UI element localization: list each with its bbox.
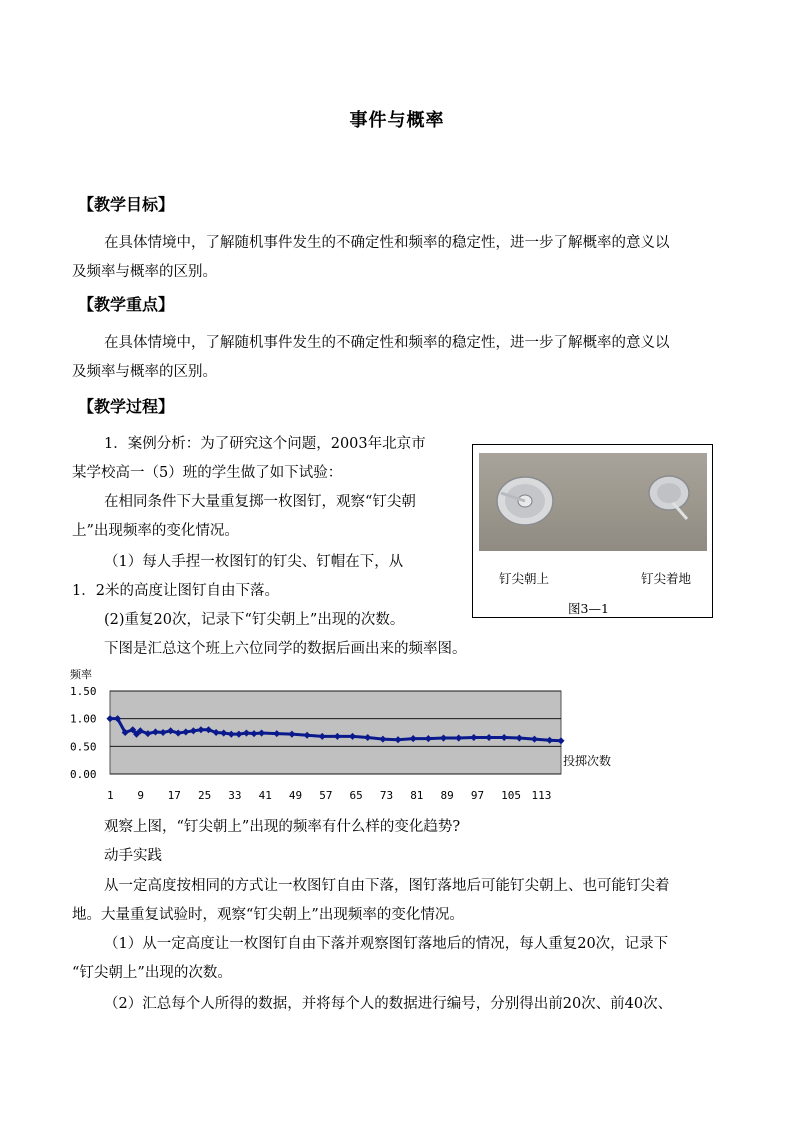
thumbtack-illustration (479, 453, 707, 551)
y-tick-label: 0.00 (70, 768, 97, 781)
x-tick-label: 49 (288, 789, 303, 802)
process-line-13: （1）从一定高度让一枚图钉自由下落并观察图钉落地后的情况，每人重复20次，记录下 (104, 936, 669, 952)
thumbtack-photo (479, 453, 707, 551)
process-line-9: 观察上图，“钉尖朝上”出现的频率有什么样的变化趋势? (104, 819, 461, 835)
process-line-15: （2）汇总每个人所得的数据，并将每个人的数据进行编号，分别得出前20次、前40次、 (104, 996, 673, 1012)
x-tick-label: 113 (531, 789, 552, 802)
process-line-5: （1）每人手捏一枚图钉的钉尖、钉帽在下，从 (104, 554, 404, 570)
x-tick-label: 41 (258, 789, 272, 802)
y-tick-label: 1.00 (70, 712, 97, 726)
process-line-4: 上”出现频率的变化情况。 (72, 523, 239, 539)
x-tick-label: 33 (228, 789, 242, 802)
x-tick-label: 9 (137, 789, 144, 802)
objective-text-line1: 在具体情境中，了解随机事件发生的不确定性和频率的稳定性，进一步了解概率的意义以 (104, 235, 670, 251)
section-heading-keypoint: 【教学重点】 (78, 295, 175, 314)
page-title: 事件与概率 (349, 110, 445, 131)
process-line-2: 某学校高一（5）班的学生做了如下试验： (72, 465, 343, 481)
label-point-up: 钉尖朝上 (499, 571, 550, 586)
x-tick-label: 1 (107, 789, 114, 802)
process-line-8: 下图是汇总这个班上六位同学的数据后画出来的频率图。 (104, 641, 467, 657)
y-tick-label: 1.50 (70, 685, 97, 698)
x-tick-label: 57 (319, 789, 333, 802)
label-point-down: 钉尖着地 (641, 571, 692, 586)
keypoint-text-line1: 在具体情境中，了解随机事件发生的不确定性和频率的稳定性，进一步了解概率的意义以 (104, 335, 670, 351)
process-line-1: 1．案例分析：为了研究这个问题，2003年北京市 (104, 436, 426, 452)
process-line-12: 地。大量重复试验时，观察“钉尖朝上”出现频率的变化情况。 (72, 907, 464, 923)
process-line-6: 1．2米的高度让图钉自由下落。 (72, 583, 279, 599)
x-tick-label: 97 (470, 789, 485, 802)
chart-ylabel: 频率 (70, 668, 92, 681)
x-tick-label: 25 (197, 789, 212, 802)
keypoint-text-line2: 及频率与概率的区别。 (72, 364, 217, 380)
y-tick-labels (70, 685, 97, 781)
figure-caption: 图3—1 (568, 601, 609, 616)
section-heading-process: 【教学过程】 (78, 397, 175, 416)
frequency-chart (68, 664, 628, 804)
figure-thumbtacks (472, 444, 713, 618)
x-tick-label: 65 (349, 789, 363, 802)
x-tick-label: 105 (501, 789, 522, 802)
section-heading-objective: 【教学目标】 (78, 195, 175, 214)
process-line-3: 在相同条件下大量重复掷一枚图钉，观察“钉尖朝 (104, 494, 416, 510)
x-tick-label: 89 (440, 789, 454, 802)
process-line-14: “钉尖朝上”出现的次数。 (72, 965, 232, 981)
x-tick-labels (107, 789, 551, 802)
x-tick-label: 81 (410, 789, 424, 802)
x-tick-label: 73 (379, 789, 394, 802)
process-line-11: 从一定高度按相同的方式让一枚图钉自由下落，图钉落地后可能钉尖朝上、也可能钉尖着 (104, 878, 670, 894)
y-tick-label: 0.50 (70, 740, 97, 754)
x-tick-label: 17 (167, 789, 181, 802)
process-line-7: (2)重复20次，记录下“钉尖朝上”出现的次数。 (104, 612, 405, 628)
chart-xlabel: 投掷次数 (563, 754, 612, 768)
process-line-10: 动手实践 (104, 848, 162, 864)
objective-text-line2: 及频率与概率的区别。 (72, 264, 217, 280)
